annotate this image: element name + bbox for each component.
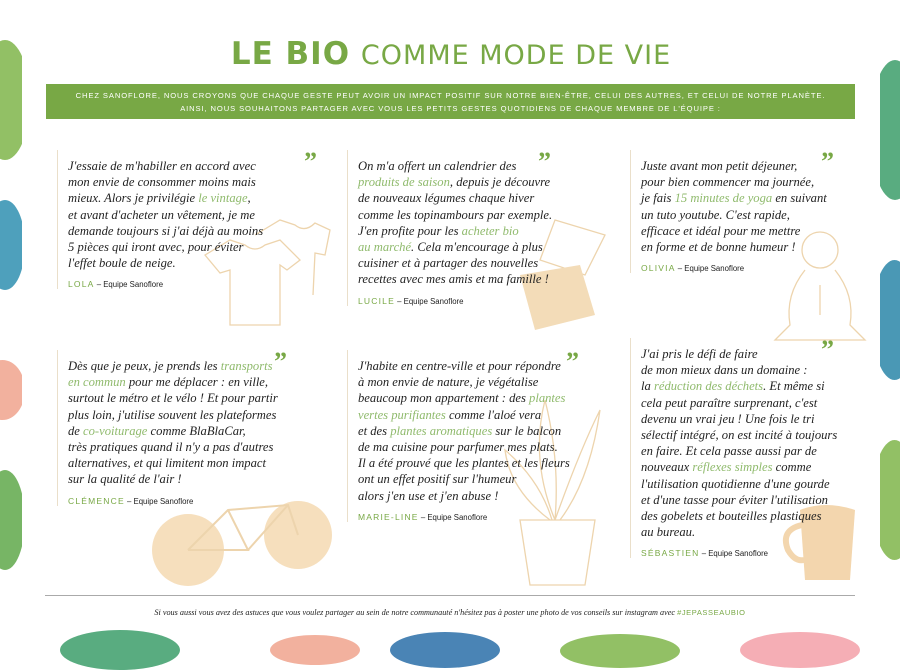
testimonial-card bbox=[57, 347, 348, 506]
team-label: – Equipe Sanoflore bbox=[96, 280, 164, 290]
highlighted-phrase: acheter bio au marché bbox=[358, 223, 519, 255]
team-label: – Equipe Sanoflore bbox=[420, 512, 488, 522]
intro-line-1: CHEZ SANOFLORE, NOUS CROYONS QUE CHAQUE GESTE PEUT AVOIR UN IMPACT POSITIF SUR NOTRE BIEN-ÊTRE, CELUI DES AUTRES, ET CELUI DE NOTRE PLANÈTE. bbox=[75, 91, 826, 100]
testimonial-signature bbox=[641, 263, 881, 273]
testimonial-quote bbox=[641, 346, 881, 540]
quote-text: pour me déplacer : en ville, surtout le métro et le vélo ! Et pour partir plus loin, j'utilise souvent les plateformes de bbox=[68, 375, 278, 438]
leaf-decoration bbox=[560, 634, 680, 668]
quote-mark-icon: ” bbox=[821, 147, 834, 176]
highlighted-phrase: plantes vertes purifiantes bbox=[358, 391, 566, 422]
intro-banner bbox=[46, 84, 855, 119]
team-label: – Equipe Sanoflore bbox=[677, 264, 745, 274]
quote-mark-icon: ” bbox=[821, 335, 834, 364]
intro-line-2: AINSI, NOUS SOUHAITONS PARTAGER AVEC VOUS LES PETITS GESTES QUOTIDIENS DE CHAQUE MEMBRE DE L'ÉQUIPE : bbox=[180, 104, 721, 113]
quote-text: J'ai pris le défi de faire de mon mieux dans un domaine : la bbox=[641, 347, 808, 394]
author-name: OLIVIA bbox=[641, 263, 676, 274]
quote-text: Dès que je peux, je prends les bbox=[68, 359, 221, 373]
testimonial-quote bbox=[358, 358, 628, 504]
testimonial-quote bbox=[358, 158, 628, 288]
testimonial-card bbox=[630, 147, 881, 274]
highlighted-phrase: transports en commun bbox=[68, 359, 273, 390]
testimonial-card bbox=[57, 147, 348, 290]
author-name: LOLA bbox=[68, 279, 95, 290]
quote-mark-icon: ” bbox=[274, 347, 287, 376]
quote-text: comme l'utilisation quotidienne d'une gourde et d'une tasse pour éviter l'utilisation des gobelets et bouteilles plastiques au bureau. bbox=[641, 460, 830, 540]
team-label: – Equipe Sanoflore bbox=[127, 496, 194, 506]
quote-mark-icon: ” bbox=[538, 147, 551, 176]
highlighted-phrase: co-voiturage bbox=[83, 423, 148, 438]
team-label: – Equipe Sanoflore bbox=[701, 549, 769, 559]
highlighted-phrase: plantes aromatiques bbox=[390, 423, 493, 438]
team-label: – Equipe Sanoflore bbox=[397, 296, 464, 306]
title-bold: LE BIO bbox=[230, 36, 351, 72]
quote-text: , et avant d'acheter un vêtement, je me demande toujours si j'ai déjà au moins 5 pièces qui iront avec, pour éviter l'effet boule de neige. bbox=[68, 191, 264, 271]
quote-text: J'habite en centre-ville et pour répondre à mon envie de nature, je végétalise beaucoup mon appartement : des bbox=[358, 359, 561, 406]
quote-text: J'essaie de m'habiller en accord avec mon envie de consommer moins mais mieux. Alors je privilégie bbox=[68, 159, 256, 206]
highlighted-phrase: 15 minutes de yoga bbox=[674, 191, 773, 206]
quote-text: comme BlaBlaCar, très pratiques quand il n'y a pas d'autres alternatives, et qui limitent mon impact sur la qualité de l'air ! bbox=[68, 423, 274, 487]
quote-text: . Et même si cela peut paraître surprenant, c'est devenu un vrai jeu ! Une fois le tri sélectif intégré, on est incité à toujours en faire. Et cela passe aussi par de nouveaux bbox=[641, 379, 838, 475]
testimonial-quote bbox=[641, 158, 881, 255]
testimonial-card bbox=[347, 147, 628, 306]
testimonial-quote bbox=[68, 358, 348, 488]
highlighted-phrase: réflexes simples bbox=[692, 460, 773, 475]
quote-mark-icon: ” bbox=[304, 147, 317, 176]
quote-text: . Cela m'encourage à plus cuisiner et à partager des nouvelles recettes avec mes amis et ma famille ! bbox=[358, 240, 549, 287]
quote-mark-icon: ” bbox=[566, 347, 579, 376]
footer-divider bbox=[45, 595, 855, 596]
author-name: LUCILE bbox=[358, 295, 395, 306]
testimonial-card bbox=[347, 347, 628, 522]
highlighted-phrase: produits de saison bbox=[358, 175, 450, 190]
footer-text: Si vous aussi vous avez des astuces que vous voulez partager au sein de notre communauté n'hésitez pas à poster une photo de vos conseils sur instagram avec bbox=[154, 608, 676, 617]
testimonial-signature bbox=[68, 279, 348, 289]
testimonial-signature bbox=[358, 512, 628, 522]
quote-text: On m'a offert un calendrier des bbox=[358, 159, 517, 173]
author-name: SÉBASTIEN bbox=[641, 548, 700, 559]
flower-decoration bbox=[740, 632, 860, 668]
highlighted-phrase: réduction des déchets bbox=[653, 379, 764, 394]
leaf-decoration bbox=[60, 630, 180, 670]
leaf-decoration bbox=[390, 632, 500, 668]
flower-decoration bbox=[270, 635, 360, 665]
highlighted-phrase: le vintage bbox=[198, 191, 248, 206]
footer-note bbox=[0, 608, 900, 617]
author-name: MARIE-LINE bbox=[358, 511, 419, 522]
quote-text: Juste avant mon petit déjeuner, pour bien commencer ma journée, je fais bbox=[641, 159, 815, 206]
testimonial-signature bbox=[68, 496, 348, 506]
quote-text: , depuis je découvre de nouveaux légumes chaque hiver comme les topinambours par exemple. J'en profite pour les bbox=[358, 175, 553, 238]
quote-text: comme l'aloé vera et des bbox=[358, 407, 542, 438]
author-name: CLÉMENCE bbox=[68, 495, 125, 506]
page-title bbox=[22, 36, 880, 72]
hashtag-link[interactable]: #JEPASSEAUBIO bbox=[677, 608, 746, 617]
testimonial-signature bbox=[641, 548, 881, 558]
testimonial-card bbox=[630, 335, 881, 559]
quote-text: en suivant un tuto youtube. C'est rapide, efficace et idéal pour me mettre en forme et de bonne humeur ! bbox=[641, 191, 827, 255]
title-rest: COMME MODE DE VIE bbox=[360, 40, 672, 71]
quote-text: sur le balcon de ma cuisine pour parfumer mes plats. Il a été prouvé que les plantes et les fleurs ont un effet positif sur l'humeur alors j'en use et j'en abuse ! bbox=[358, 423, 570, 503]
testimonial-signature bbox=[358, 296, 628, 306]
